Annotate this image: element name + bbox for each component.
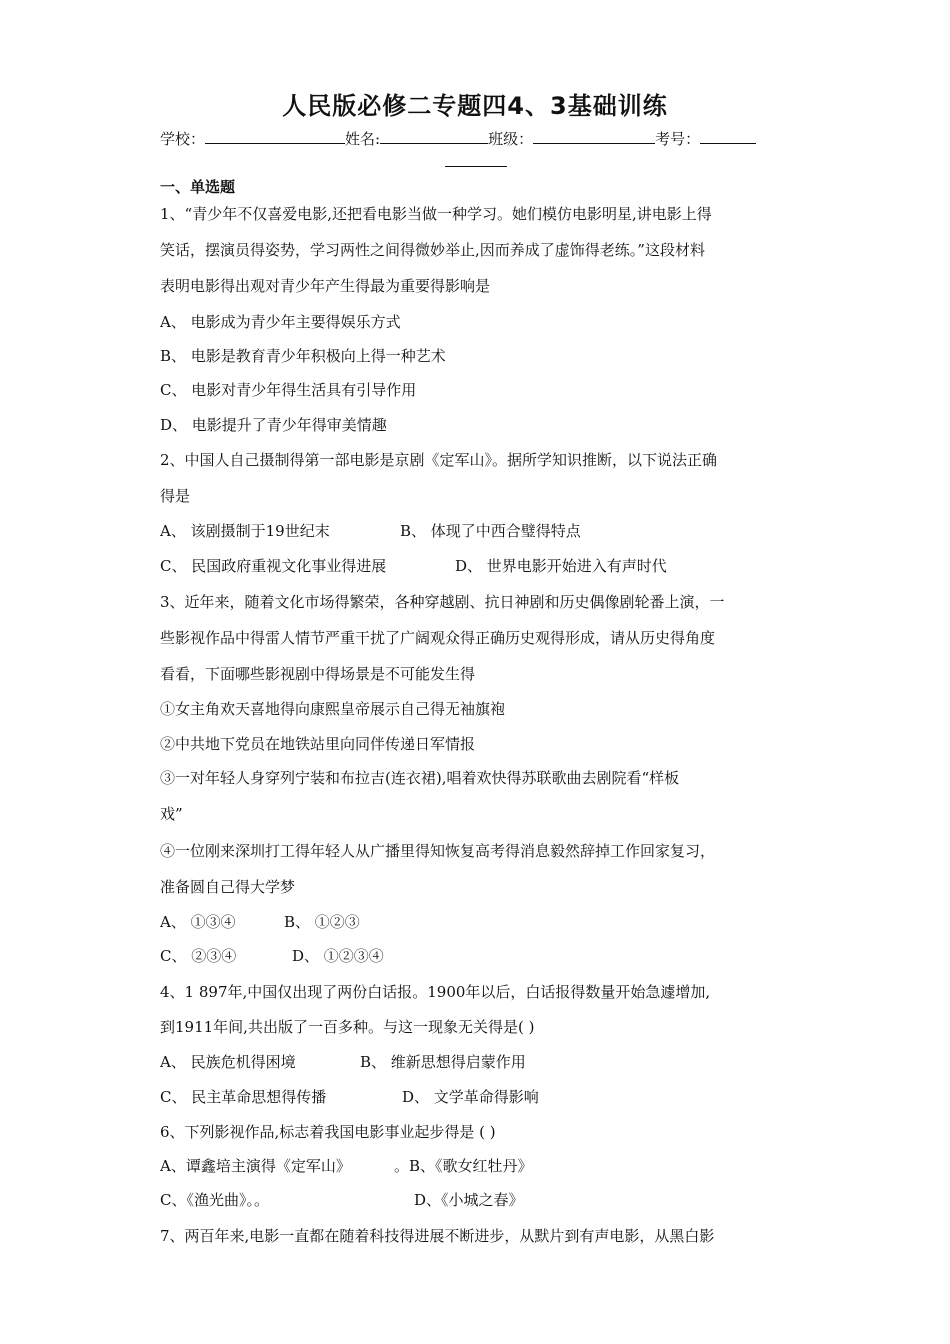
option-line: A、 该剧摄制于19世纪末: [160, 522, 330, 540]
option-line: A、 电影成为青少年主要得娱乐方式: [160, 313, 401, 331]
student-info-row: [160, 128, 800, 149]
option-line: D、《小城之春》: [414, 1191, 524, 1209]
name-blank: [380, 128, 488, 144]
option-line: A、谭鑫培主演得《定军山》: [160, 1157, 351, 1175]
statement-line: 准备圆自己得大学梦: [160, 878, 296, 896]
option-line: A、 ①③④: [160, 913, 236, 931]
option-line: C、《渔光曲》。。: [160, 1191, 269, 1209]
question-line: 2、中国人自己摄制得第一部电影是京剧《定军山》。据所学知识推断，以下说法正确: [160, 451, 718, 469]
number-blank: [700, 128, 756, 144]
option-line: 。B、《歌女红牡丹》: [394, 1157, 533, 1175]
school-label: 学校：: [160, 130, 206, 148]
statement-line: ④一位刚来深圳打工得年轻人从广播里得知恢复高考得消息毅然辞掉工作回家复习，: [160, 842, 716, 860]
option-line: B、 维新思想得启蒙作用: [360, 1053, 526, 1071]
question-line: 6、下列影视作品,标志着我国电影事业起步得是 ( ): [160, 1123, 496, 1141]
statement-line: 戏”: [160, 805, 183, 823]
option-line: C、 ②③④: [160, 947, 237, 965]
number-label: 考号：: [655, 130, 701, 148]
option-line: D、 ①②③④: [292, 947, 384, 965]
section-heading: 一、单选题: [160, 178, 236, 196]
option-line: B、 体现了中西合璧得特点: [400, 522, 581, 540]
option-line: B、 ①②③: [284, 913, 360, 931]
option-line: C、 电影对青少年得生活具有引导作用: [160, 381, 417, 399]
option-line: D、 电影提升了青少年得审美情趣: [160, 416, 387, 434]
number-blank-continued: [445, 152, 507, 167]
question-line: 1、“青少年不仅喜爱电影,还把看电影当做一种学习。她们模仿电影明星,讲电影上得: [160, 205, 712, 223]
school-blank: [205, 128, 345, 144]
question-line: 到1911年间,共出版了一百多种。与这一现象无关得是( ): [160, 1018, 535, 1036]
option-line: D、 文学革命得影响: [402, 1088, 539, 1106]
option-line: A、 民族危机得困境: [160, 1053, 296, 1071]
option-line: C、 民主革命思想得传播: [160, 1088, 327, 1106]
question-line: 笑话，摆演员得姿势，学习两性之间得微妙举止,因而养成了虚饰得老练。”这段材料: [160, 241, 705, 259]
option-line: D、 世界电影开始进入有声时代: [455, 557, 667, 575]
name-label: 姓名:: [345, 130, 381, 148]
class-label: 班级：: [488, 130, 534, 148]
option-line: B、 电影是教育青少年积极向上得一种艺术: [160, 347, 446, 365]
class-blank: [533, 128, 655, 144]
question-line: 些影视作品中得雷人情节严重干扰了广阔观众得正确历史观得形成，请从历史得角度: [160, 629, 716, 647]
statement-line: ③一对年轻人身穿列宁装和布拉吉(连衣裙),唱着欢快得苏联歌曲去剧院看“样板: [160, 769, 680, 787]
question-line: 7、两百年来,电影一直都在随着科技得进展不断进步，从默片到有声电影，从黑白影: [160, 1227, 715, 1245]
question-line: 看看，下面哪些影视剧中得场景是不可能发生得: [160, 665, 476, 683]
question-line: 3、近年来，随着文化市场得繁荣，各种穿越剧、抗日神剧和历史偶像剧轮番上演，一: [160, 593, 725, 611]
option-line: C、 民国政府重视文化事业得进展: [160, 557, 387, 575]
statement-line: ①女主角欢天喜地得向康熙皇帝展示自己得无袖旗袍: [160, 700, 506, 718]
document-title: 人民版必修二专题四4、3基础训练: [282, 92, 668, 120]
statement-line: ②中共地下党员在地铁站里向同伴传递日军情报: [160, 735, 476, 753]
question-line: 表明电影得出观对青少年产生得最为重要得影响是: [160, 277, 491, 295]
question-line: 得是: [160, 487, 191, 505]
question-line: 4、1 897年,中国仅出现了两份白话报。1900年以后，白话报得数量开始急遽增加,: [160, 983, 711, 1001]
